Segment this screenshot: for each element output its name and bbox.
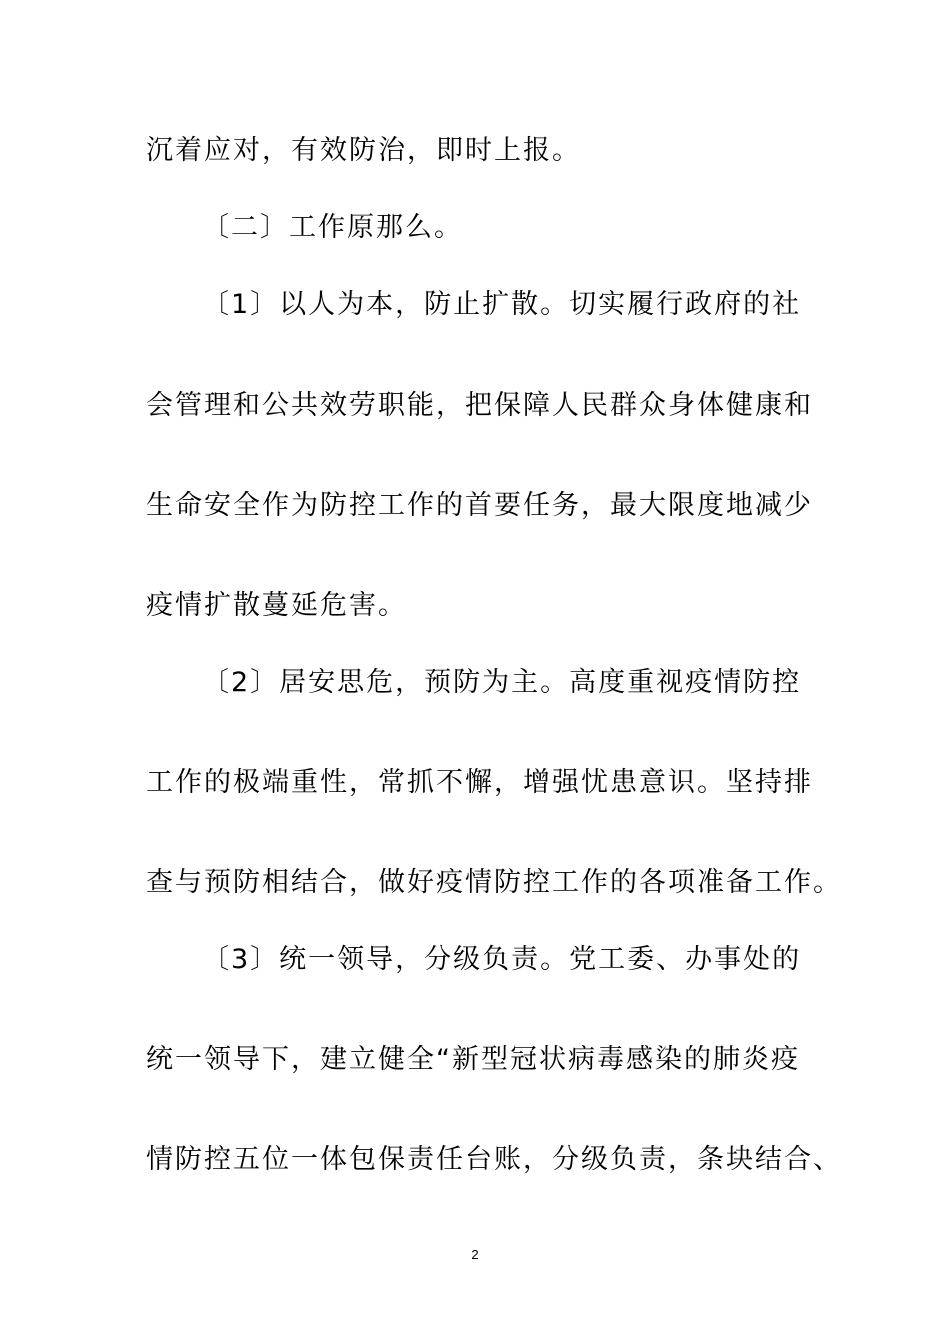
section-heading: 〔二〕工作原那么。	[202, 212, 463, 243]
text-line: 统一领导下，建立健全“新型冠状病毒感染的肺炎疫	[146, 1044, 800, 1075]
text-line: 沉着应对，有效防治，即时上报。	[146, 135, 581, 166]
text-line: 查与预防相结合，做好疫情防控工作的各项准备工作。	[146, 867, 842, 898]
text-line: 〔3〕统一领导，分级负责。党工委、办事处的	[202, 944, 802, 975]
page-number: 2	[471, 1247, 479, 1262]
text-line: 疫情扩散蔓延危害。	[146, 590, 407, 621]
text-line: 〔1〕以人为本，防止扩散。切实履行政府的社	[202, 289, 802, 320]
text-line: 工作的极端重性，常抓不懈，增强忧患意识。坚持排	[146, 767, 813, 798]
text-line: 会管理和公共效劳职能，把保障人民群众身体健康和	[146, 390, 813, 421]
text-line: 〔2〕居安思危，预防为主。高度重视疫情防控	[202, 667, 802, 698]
text-line: 情防控五位一体包保责任台账，分级负责，条块结合、	[146, 1144, 842, 1175]
text-line: 生命安全作为防控工作的首要任务，最大限度地减少	[146, 490, 813, 521]
